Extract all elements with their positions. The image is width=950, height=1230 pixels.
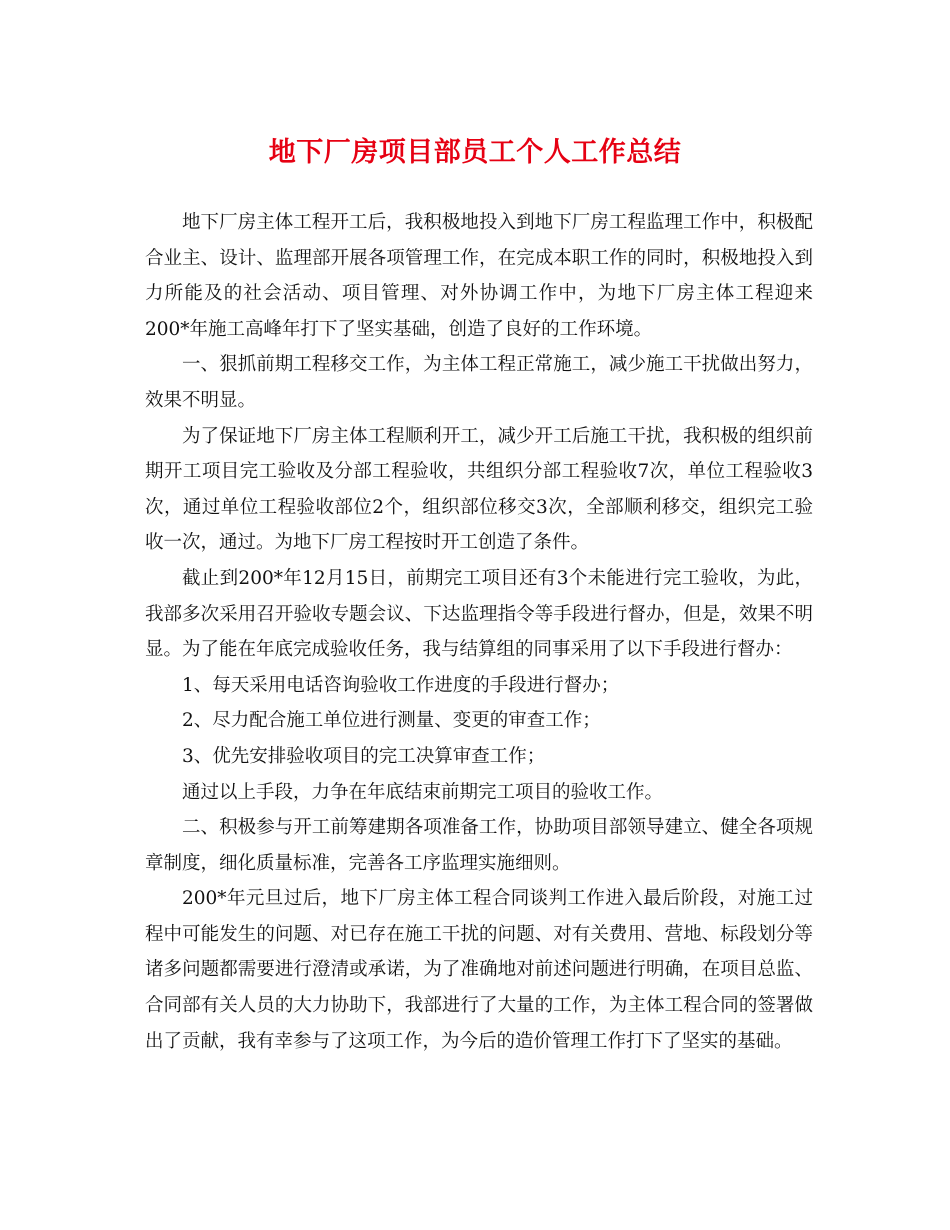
- paragraph-intro: 地下厂房主体工程开工后，我积极地投入到地下厂房工程监理工作中，积极配合业主、设计、监理部开展各项管理工作，在完成本职工作的同时，积极地投入到力所能及的社会活动、项目管理、对外协调工作中，为地下厂房主体工程迎来200*年施工高峰年打下了坚实基础，创造了良好的工作环境。: [145, 212, 813, 340]
- document-title: 地下厂房项目部员工个人工作总结: [268, 137, 682, 168]
- paragraph-contract-negotiation: 200*年元旦过后，地下厂房主体工程合同谈判工作进入最后阶段，对施工过程中可能发生的问题、对已存在施工干扰的问题、对有关费用、营地、标段划分等诸多问题都需要进行澄清或承诺，为了准确地对前述问题进行明确，在项目总监、合同部有关人员的大力协助下，我部进行了大量的工作，为主体工程合同的签署做出了贡献，我有幸参与了这项工作，为今后的造价管理工作打下了坚实的基础。: [145, 888, 813, 1052]
- paragraph-section-two-heading: 二、积极参与开工前筹建期各项准备工作，协助项目部领导建立、健全各项规章制度，细化质量标准，完善各工序监理实施细则。: [145, 817, 813, 874]
- paragraph-section-one-heading: 一、狠抓前期工程移交工作，为主体工程正常施工，减少施工干扰做出努力，效果不明显。: [145, 354, 813, 411]
- list-item-3: 3、优先安排验收项目的完工决算审查工作；: [182, 745, 546, 767]
- paragraph-acceptance-work: 为了保证地下厂房主体工程顺利开工，减少开工后施工干扰，我积极的组织前期开工项目完工验收及分部工程验收，共组织分部工程验收7次，单位工程验收3次，通过单位工程验收部位2个，组织部位移交3次，全部顺利移交，组织完工验收一次，通过。为地下厂房工程按时开工创造了条件。: [145, 425, 813, 554]
- paragraph-summary-goal: 通过以上手段，力争在年底结束前期完工项目的验收工作。: [182, 781, 664, 803]
- document-body: [145, 205, 813, 1059]
- list-item-1: 1、每天采用电话咨询验收工作进度的手段进行督办；: [182, 674, 620, 696]
- list-item-2: 2、尽力配合施工单位进行测量、变更的审查工作；: [182, 710, 601, 732]
- paragraph-deadline-status: 截止到200*年12月15日，前期完工项目还有3个未能进行完工验收，为此，我部多次采用召开验收专题会议、下达监理指令等手段进行督办，但是，效果不明显。为了能在年底完成验收任务，我与结算组的同事采用了以下手段进行督办：: [145, 567, 813, 661]
